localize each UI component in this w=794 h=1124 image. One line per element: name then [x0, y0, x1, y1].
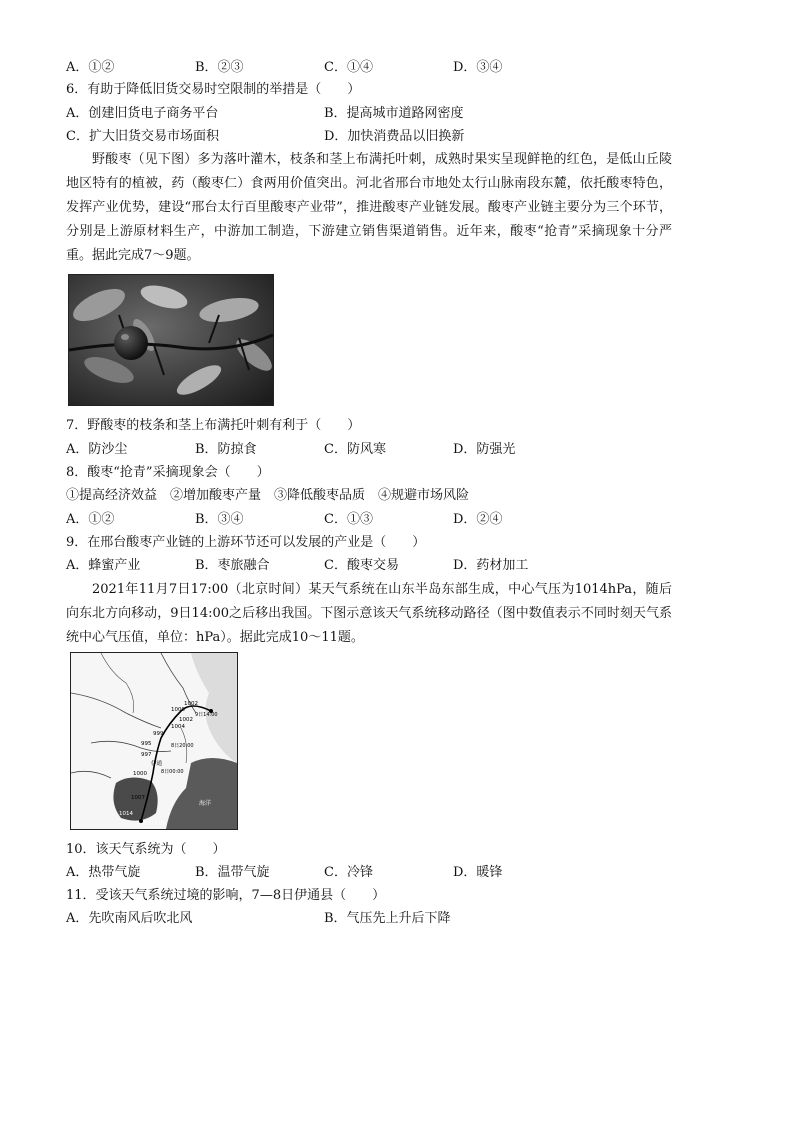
map-label-p6: 995: [141, 741, 152, 747]
q7-option-a[interactable]: A．防沙尘: [66, 442, 128, 457]
map-label-sea: 海洋: [199, 800, 212, 807]
q9-option-d[interactable]: D．药材加工: [453, 558, 529, 573]
jujube-photo: [68, 274, 274, 406]
map-label-p1: 1002: [184, 701, 198, 707]
q11-option-a[interactable]: A．先吹南风后吹北风: [66, 911, 193, 926]
q5-option-b[interactable]: B．②③: [195, 60, 244, 75]
q6-option-b[interactable]: B．提高城市道路网密度: [324, 106, 464, 121]
map-label-p9: 1007: [131, 795, 145, 801]
q5-option-c[interactable]: C．①④: [324, 60, 373, 75]
map-label-t4: 7日17:00: [143, 821, 166, 827]
q8-items: ①提高经济效益 ②增加酸枣产量 ③降低酸枣品质 ④规避市场风险: [66, 488, 470, 503]
weather-passage: [66, 578, 672, 650]
map-label-p8: 1000: [133, 771, 147, 777]
q10-options: [66, 863, 666, 883]
map-label-t3: 8日00:00: [161, 769, 184, 775]
map-label-p10: 1014: [119, 811, 133, 817]
q7-options: [66, 440, 666, 460]
q9-stem: 9．在邢台酸枣产业链的上游环节还可以发展的产业是（ ）: [66, 535, 426, 550]
q8-option-d[interactable]: D．②④: [453, 512, 503, 527]
q7-stem: 7．野酸枣的枝条和茎上布满托叶刺有利于（ ）: [66, 418, 361, 433]
q10-option-b[interactable]: B．温带气旋: [195, 865, 270, 880]
q6-stem: 6．有助于降低旧货交易时空限制的举措是（ ）: [66, 82, 361, 97]
weather-passage-text: 2021年11月7日17:00（北京时间）某天气系统在山东半岛东部生成，中心气压为1014hPa，随后向东北方向移动，9日14:00之后移出我国。下图示意该天气系统移动路径（图中数值表示不同时刻天气系统中心气压值，单位：hPa）。据此完成10～11题。: [66, 582, 672, 645]
q9-option-b[interactable]: B．枣旅融合: [195, 558, 270, 573]
q6-options-row2: [66, 127, 666, 147]
q9-options: [66, 556, 666, 576]
q6-options-row1: [66, 104, 666, 124]
q6-option-c[interactable]: C．扩大旧货交易市场面积: [66, 129, 219, 144]
q11-stem: 11．受该天气系统过境的影响，7—8日伊通县（ ）: [66, 888, 386, 903]
q10-option-d[interactable]: D．暖锋: [453, 865, 503, 880]
q7-option-d[interactable]: D．防强光: [453, 442, 516, 457]
q5-option-d[interactable]: D．③④: [453, 60, 503, 75]
q8-option-b[interactable]: B．③④: [195, 512, 244, 527]
q8-options: [66, 510, 666, 530]
q10-option-a[interactable]: A．热带气旋: [66, 865, 141, 880]
jujube-passage: [66, 148, 672, 268]
map-label-p3: 1002: [179, 717, 193, 723]
q8-stem: 8．酸枣“抢青”采摘现象会（ ）: [66, 465, 270, 480]
map-label-t2: 8日20:00: [171, 743, 194, 749]
map-label-place: 伊通: [151, 761, 163, 767]
map-label-t1: 9日14:00: [195, 712, 218, 718]
map-label-p5: 999: [153, 731, 164, 737]
q5-option-a[interactable]: A．①②: [66, 60, 115, 75]
q10-stem: 10．该天气系统为（ ）: [66, 842, 226, 857]
q5-options: [66, 58, 666, 78]
q9-option-a[interactable]: A．蜂蜜产业: [66, 558, 141, 573]
q7-option-b[interactable]: B．防掠食: [195, 442, 257, 457]
map-label-p7: 997: [141, 752, 152, 758]
jujube-passage-text: 野酸枣（见下图）多为落叶灌木，枝条和茎上布满托叶刺，成熟时果实呈现鲜艳的红色，是低山丘陵地区特有的植被，药（酸枣仁）食两用价值突出。河北省邢台市地处太行山脉南段东麓，依托酸枣特色，发挥产业优势，建设“邢台太行百里酸枣产业带”，推进酸枣产业链发展。酸枣产业链主要分为三个环节，分别是上游原材料生产，中游加工制造，下游建立销售渠道销售。近年来，酸枣“抢青”采摘现象十分严重。据此完成7～9题。: [66, 152, 672, 263]
q6-option-d[interactable]: D．加快消费品以旧换新: [324, 129, 465, 144]
q7-option-c[interactable]: C．防风寒: [324, 442, 386, 457]
q10-option-c[interactable]: C．冷锋: [324, 865, 373, 880]
map-label-p4: 1004: [171, 724, 185, 730]
weather-path-map-image: [71, 653, 237, 829]
weather-path-map: [70, 652, 238, 830]
q8-option-c[interactable]: C．①③: [324, 512, 373, 527]
q11-options: [66, 909, 666, 929]
q9-option-c[interactable]: C．酸枣交易: [324, 558, 399, 573]
map-label-p2: 1000: [171, 707, 185, 713]
q8-option-a[interactable]: A．①②: [66, 512, 115, 527]
q6-option-a[interactable]: A．创建旧货电子商务平台: [66, 106, 219, 121]
jujube-photo-image: [69, 275, 273, 405]
q11-option-b[interactable]: B．气压先上升后下降: [324, 911, 451, 926]
